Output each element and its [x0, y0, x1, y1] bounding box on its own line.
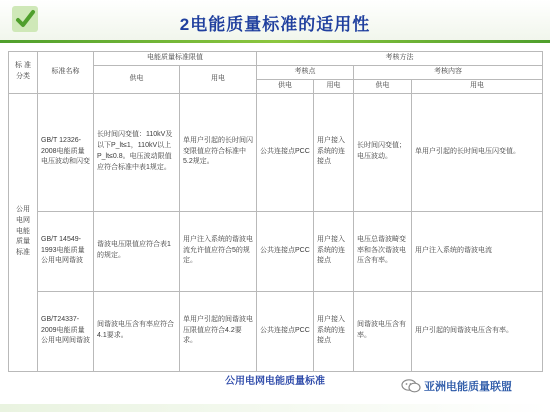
assess-point-use-cell: 用户接入系统的连接点 — [314, 211, 354, 291]
assess-point-supply-cell: 公共连接点PCC — [257, 211, 314, 291]
table-row — [9, 291, 543, 371]
category-cell: 公用 电网 电能 质量 标准 — [9, 93, 38, 371]
assess-content-supply-cell: 电压总谐波畸变率和各次谐波电压含有率。 — [354, 211, 412, 291]
use-limit-cell: 用户注入系统的谐波电流允许值应符合5的规定。 — [180, 211, 257, 291]
header-limits-group: 电能质量标准限值 — [94, 52, 257, 66]
header-ac-use: 用电 — [412, 79, 543, 93]
header-assess-point: 考核点 — [257, 65, 354, 79]
assess-point-use-cell: 用户接入系统的连接点 — [314, 291, 354, 371]
assess-point-use-cell: 用户接入系统的连接点 — [314, 93, 354, 211]
assess-point-supply-cell: 公共连接点PCC — [257, 93, 314, 211]
supply-limit-cell: 谐波电压限值应符合表1的规定。 — [94, 211, 180, 291]
assess-content-use-cell: 用户引起的间谐波电压含有率。 — [412, 291, 543, 371]
header-ap-use: 用电 — [314, 79, 354, 93]
standards-table-container — [8, 51, 542, 355]
assess-content-supply-cell: 间谐波电压含有率。 — [354, 291, 412, 371]
table-row — [9, 211, 543, 291]
header-category: 标 准 分类 — [9, 52, 38, 94]
supply-limit-cell: 间谐波电压含有率应符合4.1要求。 — [94, 291, 180, 371]
table-row — [9, 93, 543, 211]
header-limit-supply: 供电 — [94, 65, 180, 93]
supply-limit-cell: 长时间闪变值：110kV及以下P_lt≤1，110kV以上P_lt≤0.8。电压波动限值应符合标准中表1规定。 — [94, 93, 180, 211]
header-assess-method: 考核方法 — [257, 52, 543, 66]
std-name-cell: GB/T24337-2009电能质量公用电网间谐波 — [38, 291, 94, 371]
footer-band — [0, 404, 550, 412]
std-name-cell: GB/T 12326-2008电能质量电压波动和闪变 — [38, 93, 94, 211]
assess-content-use-cell: 用户注入系统的谐波电流 — [412, 211, 543, 291]
wechat-icon — [401, 379, 421, 393]
use-limit-cell: 单用户引起的间谐波电压限值应符合4.2要求。 — [180, 291, 257, 371]
header-ap-supply: 供电 — [257, 79, 314, 93]
header-ac-supply: 供电 — [354, 79, 412, 93]
page-title: 2电能质量标准的适用性 — [179, 15, 371, 34]
standards-table — [8, 51, 543, 372]
std-name-cell: GB/T 14549-1993电能质量公用电网谐波 — [38, 211, 94, 291]
header-assess-content: 考核内容 — [354, 65, 543, 79]
header-limit-use: 用电 — [180, 65, 257, 93]
slide-caption: 公用电网电能质量标准 — [225, 376, 325, 387]
assess-content-use-cell: 单用户引起的长时间电压闪变值。 — [412, 93, 543, 211]
brand-watermark — [401, 377, 512, 395]
brand-name: 亚洲电能质量联盟 — [424, 381, 512, 393]
use-limit-cell: 单用户引起的长时间闪变限值应符合标准中5.2规定。 — [180, 93, 257, 211]
assess-point-supply-cell: 公共连接点PCC — [257, 291, 314, 371]
assess-content-supply-cell: 长时间闪变值；电压波动。 — [354, 93, 412, 211]
header-divider — [0, 40, 550, 43]
header-std-name: 标准名称 — [38, 52, 94, 94]
